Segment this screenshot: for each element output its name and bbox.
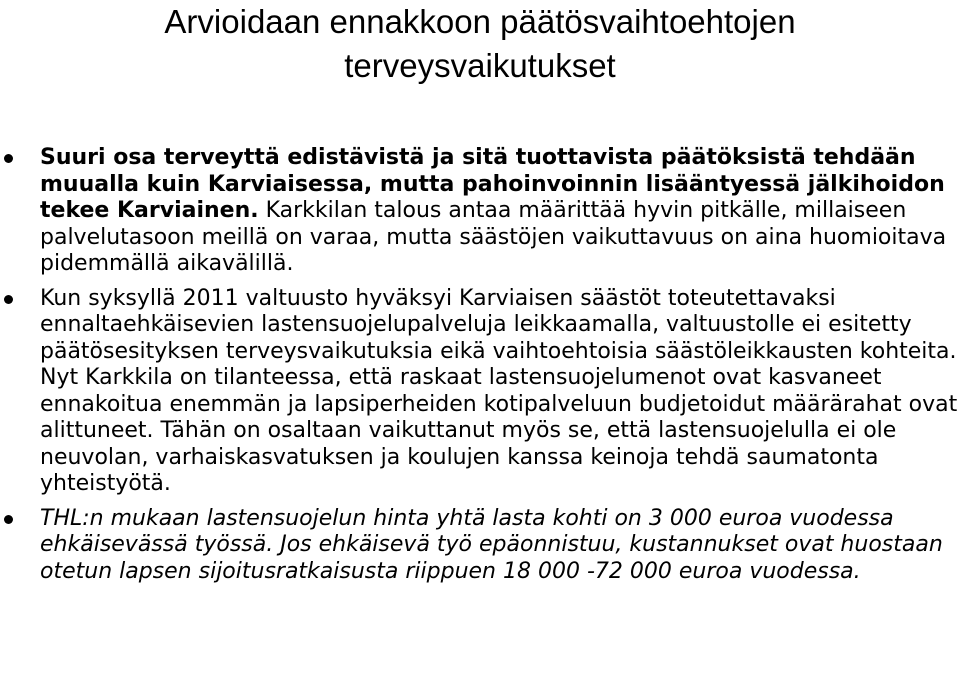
slide-title-line-2: terveysvaikutukset: [344, 47, 616, 84]
bullet-list: [0, 145, 958, 585]
slide-title: [0, 0, 960, 88]
bullet-dot-icon: [4, 154, 13, 163]
bullet-3-italic-text: THL:n mukaan lastensuojelun hinta yhtä lasta kohti on 3 000 euroa vuodessa ehkäisevässä työssä. Jos ehkäisevä työ epäonnistuu, kustannukset ovat huostaan otetun lapsen sijoitusratkaisusta riippuen 18 000 -72 000 euroa vuodessa.: [40, 505, 943, 584]
bullet-item-2: [0, 286, 958, 498]
bullet-item-3: [0, 506, 958, 586]
slide-title-line-1: Arvioidaan ennakkoon päätösvaihtoehtojen: [164, 3, 796, 40]
bullet-2-text: Kun syksyllä 2011 valtuusto hyväksyi Karviaisen säästöt toteutettavaksi ennaltaehkäisevien lastensuojelupalveluja leikkaamalla, valtuustolle ei esitetty päätösesityksen terveysvaikutuksia eikä vaihtoehtoisia säästöleikkausten kohteita. Nyt Karkkila on tilanteessa, että raskaat lastensuojelumenot ovat kasvaneet ennakoitua enemmän ja lapsiperheiden kotipalveluun budjetoidut määrärahat ovat alittuneet. Tähän on osaltaan vaikuttanut myös se, että lastensuojelulla ei ole neuvolan, varhaiskasvatuksen ja koulujen kanssa keinoja tehdä saumatonta yhteistyötä.: [40, 285, 958, 496]
bullet-dot-icon: [4, 295, 13, 304]
bullet-item-1: [0, 145, 958, 278]
bullet-1-text: Karkkilan talous antaa määrittää hyvin pitkälle, millaiseen palvelutasoon meillä on varaa, mutta säästöjen vaikuttavuus on aina huomioitava pidemmällä aikavälillä.: [40, 198, 947, 276]
bullet-dot-icon: [4, 515, 13, 524]
bullet-1-bold-text: Suuri osa terveyttä edistävistä ja sitä tuottavista päätöksistä tehdään muualla kuin Karviaisessa, mutta pahoinvoinnin lisääntyessä jälkihoidon tekee Karviainen.: [40, 145, 945, 223]
